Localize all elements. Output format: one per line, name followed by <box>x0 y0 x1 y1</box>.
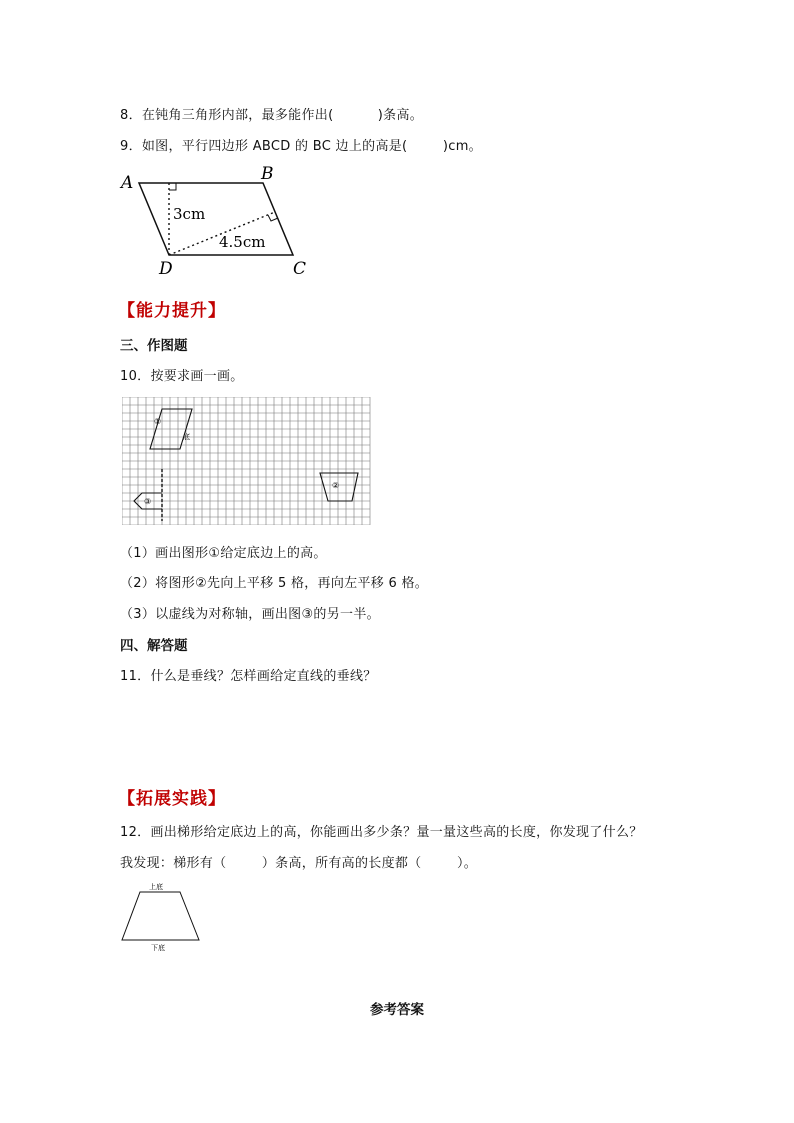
q8-text-after: )条高。 <box>377 108 424 123</box>
q8-blank[interactable] <box>333 108 377 123</box>
bottom-base-label: 下底 <box>151 944 165 952</box>
q12-blank-count[interactable] <box>226 856 261 871</box>
question-10-title: 10．按要求画一画。 <box>120 369 244 384</box>
section-ability-title: 【能力提升】 <box>118 301 226 321</box>
q12-discover-a: 我发现：梯形有（ <box>120 856 227 871</box>
q8-text-before: 8．在钝角三角形内部，最多能作出( <box>120 108 334 123</box>
q10-item-1: （1）画出图形①给定底边上的高。 <box>120 546 327 561</box>
label-d: D <box>159 259 173 279</box>
height-ab-label: 3cm <box>173 205 206 223</box>
label-a: A <box>121 173 134 193</box>
shape-1-label: ① <box>154 417 162 426</box>
q9-text-after: )cm。 <box>442 139 482 154</box>
question-11: 11．什么是垂线？怎样画给定直线的垂线？ <box>120 669 377 684</box>
q12-discovery <box>120 852 477 871</box>
trapezoid-figure <box>118 878 206 954</box>
q9-text-before: 9．如图，平行四边形 ABCD 的 BC 边上的高是( <box>120 139 408 154</box>
question-9 <box>120 135 482 154</box>
top-base-label: 上底 <box>149 883 163 891</box>
drawing-grid[interactable] <box>122 397 372 525</box>
question-8 <box>120 104 423 123</box>
q10-item-3: （3）以虚线为对称轴，画出图③的另一半。 <box>120 607 380 622</box>
q12-discover-c: ）。 <box>456 856 478 871</box>
section-expand-title: 【拓展实践】 <box>118 789 226 809</box>
right-angle-mark-ab <box>169 183 176 190</box>
q12-discover-b: ）条高，所有高的长度都（ <box>261 856 422 871</box>
heading-answer: 四、解答题 <box>120 638 188 654</box>
question-12: 12．画出梯形给定底边上的高，你能画出多少条？量一量这些高的长度，你发现了什么？ <box>120 825 643 840</box>
shape-2-label: ② <box>332 481 340 490</box>
height-bc-label: 4.5cm <box>219 233 266 251</box>
q12-blank-length[interactable] <box>421 856 456 871</box>
heading-drawing: 三、作图题 <box>120 338 188 354</box>
shape-3-label: ③ <box>144 497 152 506</box>
label-b: B <box>261 164 274 184</box>
label-c: C <box>293 259 307 279</box>
answer-key-title: 参考答案 <box>370 1002 424 1018</box>
q10-item-2: （2）将图形②先向上平移 5 格，再向左平移 6 格。 <box>120 576 429 591</box>
parallelogram-figure <box>115 163 325 281</box>
trapezoid-outline <box>122 892 199 940</box>
q9-blank[interactable] <box>407 139 442 154</box>
shape-1-base-label: 底 <box>183 433 190 441</box>
